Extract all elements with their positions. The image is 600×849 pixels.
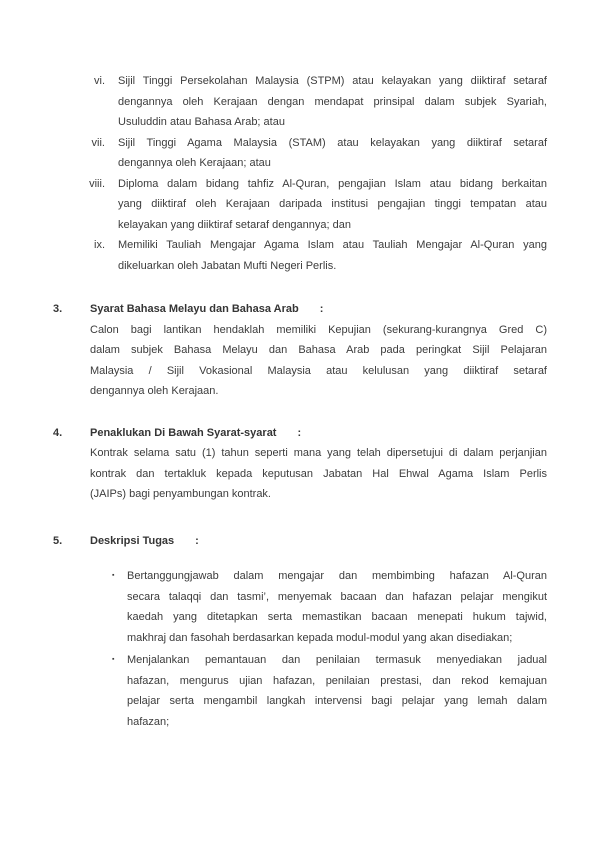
text-line: Malaysia / Sijil Vokasional Malaysia atau kelulusan yang diiktiraf setaraf <box>90 364 547 377</box>
list-item-text <box>118 235 547 276</box>
text-line: kaedah yang ditetapkan serta memastikan bacaan menepati hukum tajwid, <box>127 611 547 623</box>
text-line: Sijil Tinggi Agama Malaysia (STAM) atau kelayakan yang diiktiraf setaraf <box>118 136 547 149</box>
text-line: dengannya oleh Kerajaan; atau <box>118 157 271 169</box>
section-heading <box>53 299 547 320</box>
text-line: dengannya oleh Kerajaan dengan mendapat prinsipal dalam subjek Syariah, <box>118 95 547 108</box>
bullet-square-icon: ▪ <box>112 656 115 663</box>
text-line: hafazan, mengurus ujian hafazan, penilaian prestasi, dan rekod kemajuan <box>127 674 547 687</box>
section-colon: : <box>195 534 199 547</box>
list-item <box>53 235 547 276</box>
list-item <box>53 174 547 236</box>
text-line: yang diiktiraf oleh Kerajaan daripada institusi pengajian tinggi tempatan atau <box>118 198 547 210</box>
bullet-item <box>112 650 547 732</box>
list-item-numeral: vii. <box>91 136 105 149</box>
text-line: Diploma dalam bidang tahfiz Al-Quran, pengajian Islam atau bidang berkaitan <box>118 177 547 190</box>
section-number: 5. <box>53 534 63 547</box>
section-3 <box>53 299 547 402</box>
text-line: secara talaqqi dan tasmi’, menyemak bacaan dan hafazan pelajar mengikut <box>127 590 547 603</box>
text-line: Menjalankan pemantauan dan penilaian termasuk menyediakan jadual <box>127 654 547 666</box>
text-line: hafazan; <box>127 715 170 728</box>
text-line: Usuluddin atau Bahasa Arab; atau <box>118 116 285 128</box>
section-colon: : <box>297 426 302 439</box>
list-item-numeral: vi. <box>94 75 105 87</box>
section-number: 3. <box>53 303 63 315</box>
text-line: Sijil Tinggi Persekolahan Malaysia (STPM) atau kelayakan yang diiktiraf setaraf <box>118 75 547 87</box>
section-5 <box>53 531 547 733</box>
text-line: Memiliki Tauliah Mengajar Agama Islam atau Tauliah Mengajar Al-Quran yang <box>118 239 547 251</box>
section-colon: : <box>319 303 324 315</box>
qualification-list <box>53 71 547 276</box>
section-body <box>90 443 547 505</box>
list-item-numeral: ix. <box>94 239 105 251</box>
section-title: Deskripsi Tugas <box>90 534 175 547</box>
section-title: Syarat Bahasa Melayu dan Bahasa Arab <box>90 303 299 315</box>
section-heading <box>53 423 547 444</box>
bullet-square-icon: ▪ <box>112 572 115 579</box>
section-4 <box>53 423 547 505</box>
section-heading <box>53 531 547 552</box>
list-item-text <box>118 71 547 133</box>
list-item <box>53 71 547 133</box>
list-item-text <box>118 174 547 236</box>
section-title: Penaklukan Di Bawah Syarat-syarat <box>90 426 277 439</box>
task-bullet-list <box>112 566 547 732</box>
text-line: dikeluarkan oleh Jabatan Mufti Negeri Perlis. <box>118 259 337 272</box>
list-item <box>53 133 547 174</box>
section-number: 4. <box>53 426 63 439</box>
bullet-item <box>112 566 547 648</box>
section-title-row <box>90 299 547 320</box>
bullet-text <box>127 650 547 732</box>
text-line: Bertanggungjawab dalam mengajar dan membimbing hafazan Al-Quran <box>127 570 547 582</box>
section-title-row <box>90 423 547 444</box>
text-line: kelayakan yang diiktiraf setaraf dengannya; dan <box>118 218 351 231</box>
text-line: (JAIPs) bagi penyambungan kontrak. <box>90 488 271 500</box>
sections-container <box>53 299 547 732</box>
text-line: dalam subjek Bahasa Melayu dan Bahasa Arab pada peringkat Sijil Pelajaran <box>90 344 547 356</box>
section-title-row <box>90 531 547 552</box>
list-item-text <box>118 133 547 174</box>
text-line: makhraj dan fasohah berdasarkan kepada modul-modul yang akan disediakan; <box>127 631 513 644</box>
text-line: kontrak dan tertakluk kepada keputusan Jabatan Hal Ehwal Agama Islam Perlis <box>90 467 547 480</box>
text-line: Kontrak selama satu (1) tahun seperti mana yang telah dipersetujui di dalam perjanjian <box>90 447 547 459</box>
section-body <box>90 320 547 402</box>
text-line: Calon bagi lantikan hendaklah memiliki Kepujian (sekurang-kurangnya Gred C) <box>90 323 547 336</box>
text-line: pelajar serta mengambil langkah intervensi bagi pelajar yang lemah dalam <box>127 695 547 707</box>
bullet-text <box>127 566 547 648</box>
list-item-numeral: viii. <box>89 177 105 190</box>
text-line: dengannya oleh Kerajaan. <box>90 385 219 397</box>
